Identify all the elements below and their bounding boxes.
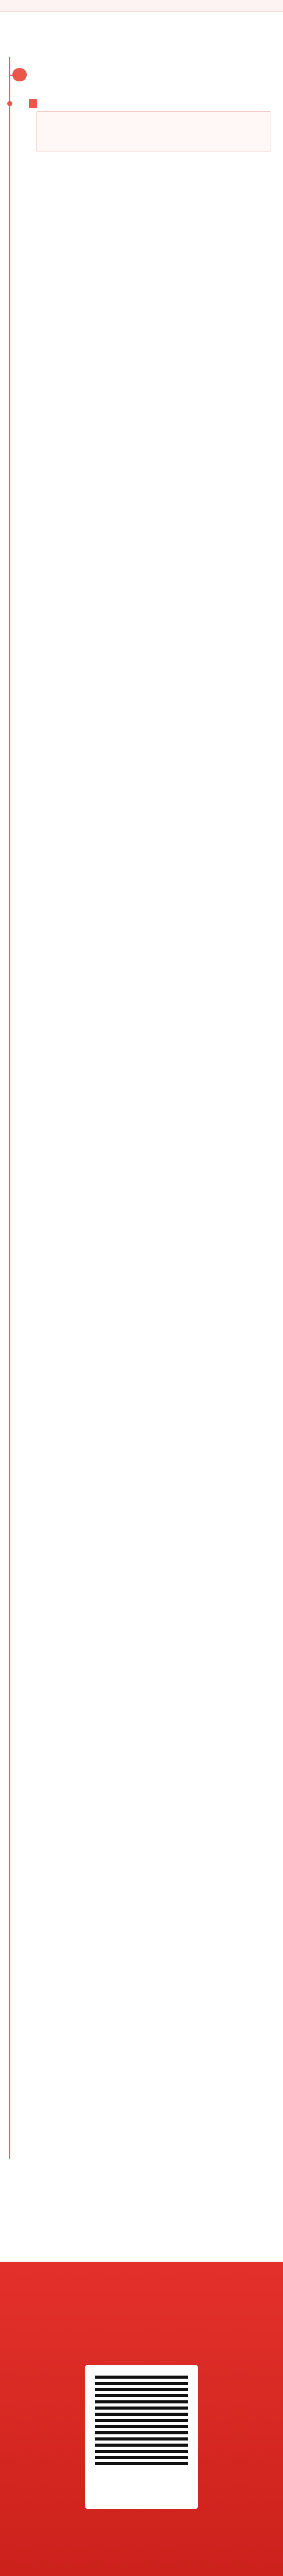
qr-code[interactable]	[95, 2372, 188, 2465]
intro-row	[108, 116, 116, 122]
brand-bar	[0, 0, 283, 12]
intro-row	[108, 137, 116, 143]
intro-row	[108, 127, 116, 132]
page-title	[12, 68, 27, 81]
timeline-dot	[7, 101, 12, 106]
intro-tag	[29, 99, 37, 108]
timeline	[9, 57, 10, 2159]
intro-card	[36, 111, 271, 151]
